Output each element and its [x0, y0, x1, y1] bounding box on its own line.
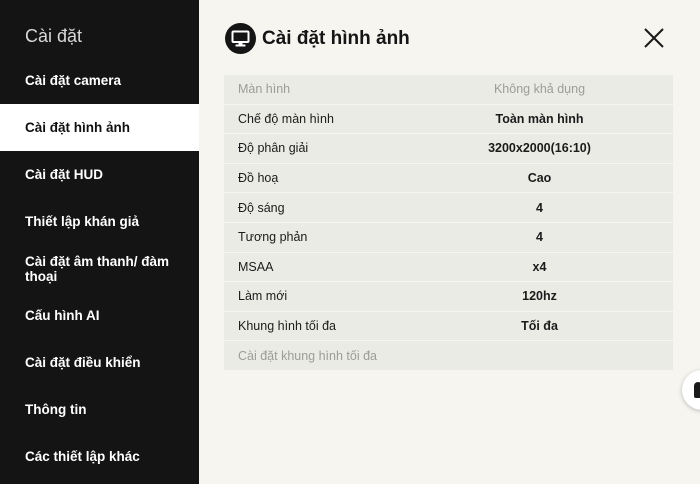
setting-label: Cài đặt khung hình tối đa	[238, 348, 377, 363]
sidebar-item-label: Cấu hình AI	[25, 308, 100, 323]
sidebar-item-label: Cài đặt HUD	[25, 167, 104, 182]
setting-value: Toàn màn hình	[495, 111, 584, 126]
setting-row-resolution[interactable]	[224, 134, 673, 164]
sidebar-item-label: Các thiết lập khác	[25, 449, 140, 464]
setting-label: Độ sáng	[238, 200, 285, 215]
sidebar-item-label: Cài đặt camera	[25, 73, 122, 88]
setting-row-display-mode[interactable]	[224, 105, 673, 135]
setting-row-msaa[interactable]	[224, 253, 673, 283]
setting-value: x4	[532, 259, 547, 274]
sidebar-item-label: Thông tin	[25, 402, 87, 417]
setting-row-graphics[interactable]	[224, 164, 673, 194]
sidebar-item-camera[interactable]	[0, 57, 199, 104]
monitor-icon	[225, 23, 256, 54]
setting-label: MSAA	[238, 259, 274, 274]
setting-label: Khung hình tối đa	[238, 319, 336, 334]
sidebar-item-ai-config[interactable]	[0, 292, 199, 339]
setting-value: 4	[536, 200, 543, 215]
sidebar-item-label: Cài đặt âm thanh/ đàm thoại	[25, 253, 170, 284]
sidebar-item-info[interactable]	[0, 386, 199, 433]
setting-value: 120hz	[522, 289, 557, 304]
setting-row-max-frame-rate[interactable]	[224, 312, 673, 342]
setting-label: Đồ hoạ	[238, 171, 279, 186]
setting-value: Không khả dụng	[493, 82, 586, 97]
sidebar-item-label: Cài đặt điều khiển	[25, 355, 141, 370]
page-title: Cài đặt hình ảnh	[262, 28, 410, 49]
setting-row-max-frame-rate-custom	[224, 341, 673, 371]
setting-row-contrast[interactable]	[224, 223, 673, 253]
sidebar-item-other[interactable]	[0, 433, 199, 480]
sidebar-item-hud[interactable]	[0, 151, 199, 198]
close-button[interactable]	[641, 25, 667, 51]
sidebar-item-label: Cài đặt hình ảnh	[25, 120, 131, 135]
setting-value: Cao	[527, 171, 552, 186]
sidebar	[0, 0, 199, 484]
settings-table	[224, 75, 673, 371]
setting-label: Tương phản	[238, 230, 308, 245]
sidebar-item-audio-voice[interactable]	[0, 245, 199, 292]
setting-label: Làm mới	[238, 289, 288, 304]
floating-assist-button[interactable]	[682, 370, 700, 410]
sidebar-title: Cài đặt	[25, 26, 83, 46]
setting-row-display	[224, 75, 673, 105]
setting-value: Tối đa	[521, 319, 558, 334]
setting-label: Màn hình	[238, 82, 291, 97]
close-icon	[641, 25, 667, 51]
sidebar-item-controls[interactable]	[0, 339, 199, 386]
sidebar-item-label: Thiết lập khán giả	[25, 214, 140, 229]
setting-label: Chế độ màn hình	[238, 111, 334, 126]
setting-row-brightness[interactable]	[224, 193, 673, 223]
setting-value: 3200x2000(16:10)	[488, 141, 591, 156]
setting-row-refresh-rate[interactable]	[224, 282, 673, 312]
sidebar-item-spectator[interactable]	[0, 198, 199, 245]
assist-icon	[694, 382, 700, 398]
sidebar-item-graphics[interactable]	[0, 104, 199, 151]
setting-label: Độ phân giải	[238, 141, 309, 156]
setting-value: 4	[536, 230, 543, 245]
